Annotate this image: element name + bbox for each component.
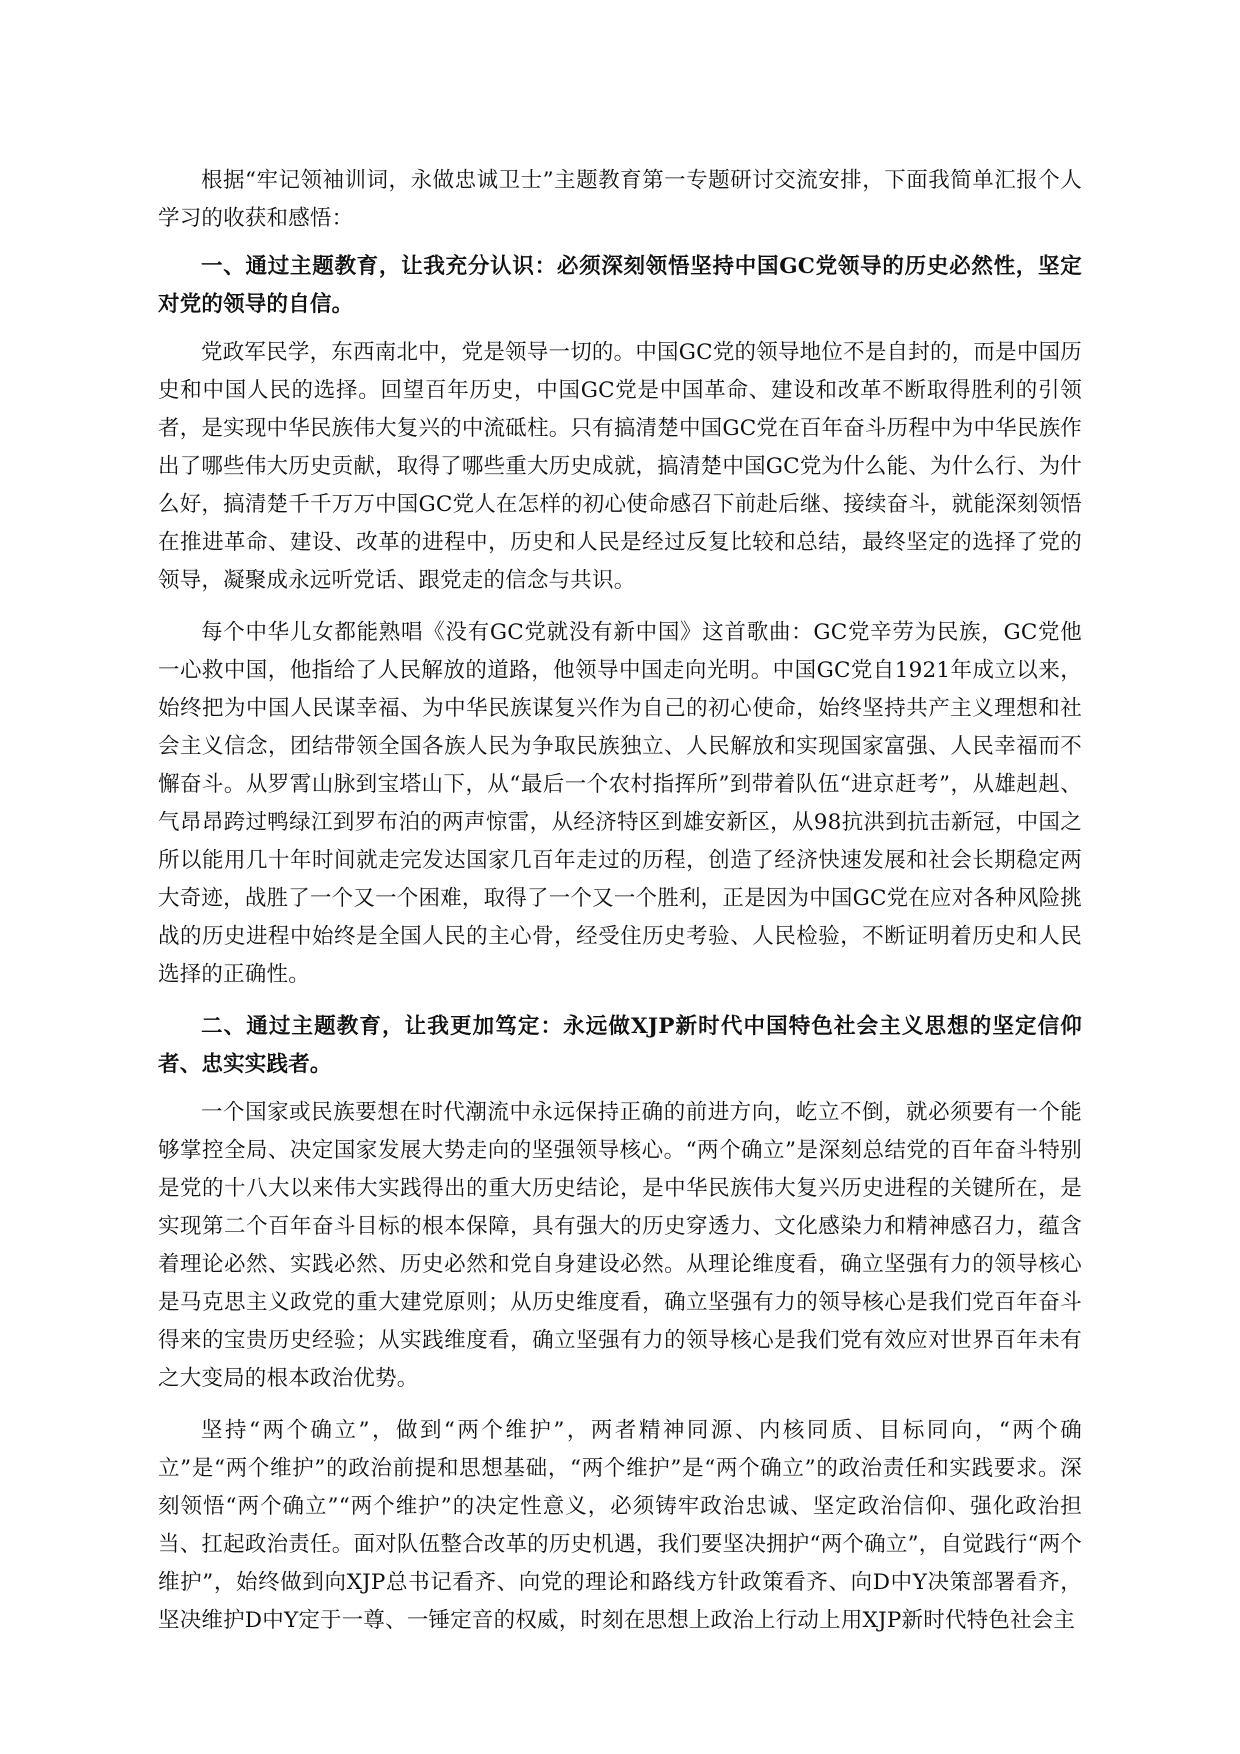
intro-paragraph: 根据“牢记领袖训词，永做忠诚卫士”主题教育第一专题研讨交流安排，下面我简单汇报个人学习的收获和感悟：: [158, 168, 1082, 231]
document-body: [158, 162, 1082, 1640]
section-heading-1: 一、通过主题教育，让我充分认识：必须深刻领悟坚持中国GC党领导的历史必然性，坚定对党的领导的自信。: [158, 254, 1082, 317]
section-heading-2: 二、通过主题教育，让我更加笃定：永远做XJP新时代中国特色社会主义思想的坚定信仰者、忠实实践者。: [158, 1014, 1082, 1077]
body-paragraph-2: 每个中华儿女都能熟唱《没有GC党就没有新中国》这首歌曲：GC党辛劳为民族，GC党他一心救中国，他指给了人民解放的道路，他领导中国走向光明。中国GC党自1921年成立以来，始终把为中国人民谋幸福、为中华民族谋复兴作为自己的初心使命，始终坚持共产主义理想和社会主义信念，团结带领全国各族人民为争取民族独立、人民解放和实现国家富强、人民幸福而不懈奋斗。从罗霄山脉到宝塔山下，从“最后一个农村指挥所”到带着队伍“进京赶考”，从雄赳赳、气昂昂跨过鸭绿江到罗布泊的两声惊雷，从经济特区到雄安新区，从98抗洪到抗击新冠，中国之所以能用几十年时间就走完发达国家几百年走过的历程，创造了经济快速发展和社会长期稳定两大奇迹，战胜了一个又一个困难，取得了一个又一个胜利，正是因为中国GC党在应对各种风险挑战的历史进程中始终是全国人民的主心骨，经受住历史考验、人民检验，不断证明着历史和人民选择的正确性。: [158, 620, 1082, 987]
body-paragraph-1: 党政军民学，东西南北中，党是领导一切的。中国GC党的领导地位不是自封的，而是中国历史和中国人民的选择。回望百年历史，中国GC党是中国革命、建设和改革不断取得胜利的引领者，是实现中华民族伟大复兴的中流砥柱。只有搞清楚中国GC党在百年奋斗历程中为中华民族作出了哪些伟大历史贡献，取得了哪些重大历史成就，搞清楚中国GC党为什么能、为什么行、为什么好，搞清楚千千万万中国GC党人在怎样的初心使命感召下前赴后继、接续奋斗，就能深刻领悟在推进革命、建设、改革的进程中，历史和人民是经过反复比较和总结，最终坚定的选择了党的领导，凝聚成永远听党话、跟党走的信念与共识。: [158, 340, 1082, 593]
body-paragraph-3: 一个国家或民族要想在时代潮流中永远保持正确的前进方向，屹立不倒，就必须要有一个能够掌控全局、决定国家发展大势走向的坚强领导核心。“两个确立”是深刻总结党的百年奋斗特别是党的十八大以来伟大实践得出的重大历史结论，是中华民族伟大复兴历史进程的关键所在，是实现第二个百年奋斗目标的根本保障，具有强大的历史穿透力、文化感染力和精神感召力，蕴含着理论必然、实践必然、历史必然和党自身建设必然。从理论维度看，确立坚强有力的领导核心是马克思主义政党的重大建党原则；从历史维度看，确立坚强有力的领导核心是我们党百年奋斗得来的宝贵历史经验；从实践维度看，确立坚强有力的领导核心是我们党有效应对世界百年未有之大变局的根本政治优势。: [158, 1100, 1082, 1391]
body-paragraph-4: 坚持“两个确立”，做到“两个维护”，两者精神同源、内核同质、目标同向，“两个确立”是“两个维护”的政治前提和思想基础，“两个维护”是“两个确立”的政治责任和实践要求。深刻领悟“两个确立”“两个维护”的决定性意义，必须铸牢政治忠诚、坚定政治信仰、强化政治担当、扛起政治责任。面对队伍整合改革的历史机遇，我们要坚决拥护“两个确立”，自觉践行“两个维护”，始终做到向XJP总书记看齐、向党的理论和路线方针政策看齐、向D中Y决策部署看齐，坚决维护D中Y定于一尊、一锤定音的权威，时刻在思想上政治上行动上用XJP新时代特色社会主: [158, 1418, 1082, 1633]
